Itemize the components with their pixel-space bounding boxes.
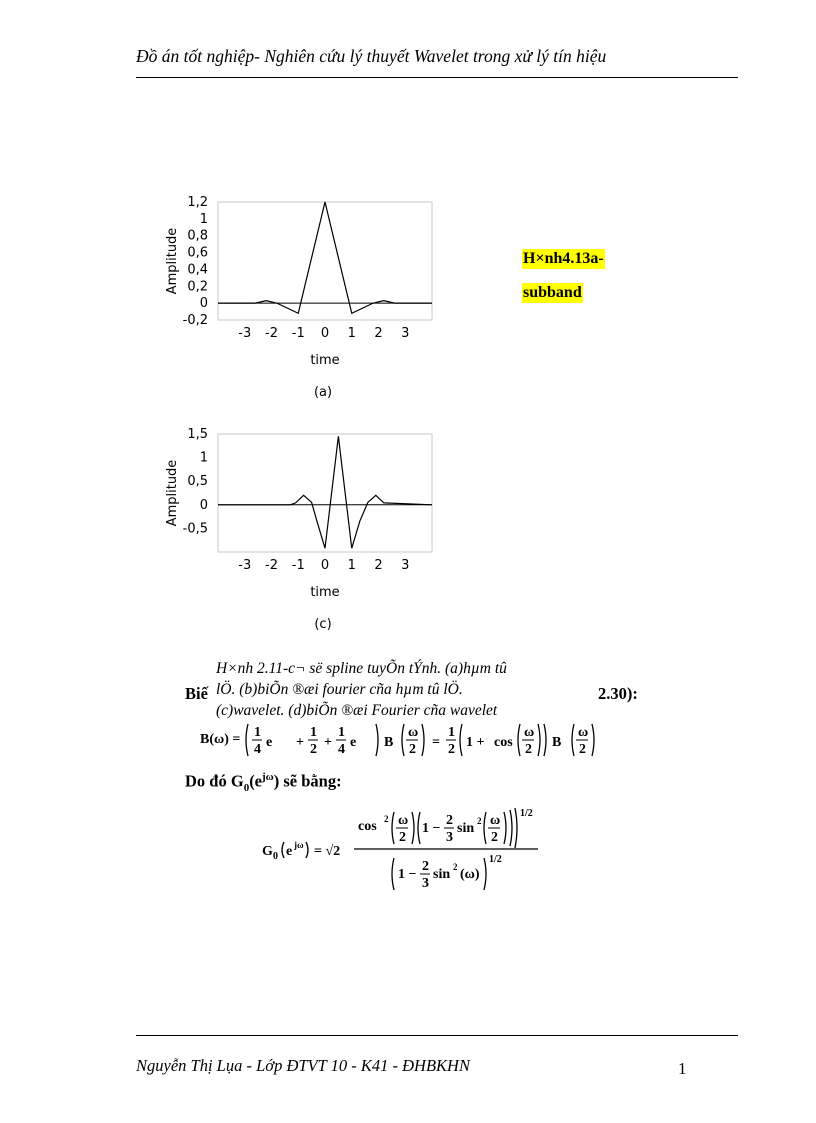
y-tick-label: 1: [199, 211, 208, 227]
y-tick-label: 0,5: [187, 474, 208, 490]
x-tick-label: -2: [265, 326, 278, 341]
plot-a-svg: [160, 190, 450, 408]
body-text-do-do: [185, 771, 342, 794]
y-tick-label: 1,2: [187, 195, 208, 210]
x-tick-label: 0: [320, 558, 330, 573]
body-partial-right: 2.30):: [598, 684, 638, 703]
figure-panel-a: [160, 190, 450, 413]
svg-text:e: e: [286, 844, 293, 859]
page-number: 1: [678, 1059, 687, 1078]
figure-caption: [216, 658, 596, 721]
x-axis-label: time: [310, 353, 340, 368]
x-tick-label: 0: [320, 326, 330, 341]
x-tick-label: 3: [401, 558, 410, 573]
svg-text:2: 2: [408, 742, 416, 757]
figure-panel-c: [160, 422, 450, 645]
svg-text:ω: ω: [577, 725, 589, 740]
svg-text:2: 2: [524, 742, 532, 757]
y-axis-label: Amplitude: [165, 459, 180, 527]
y-tick-label: 0,2: [187, 279, 208, 295]
svg-text:1/2: 1/2: [520, 808, 533, 819]
text-sup-jw: jω: [262, 771, 274, 783]
plot-c-svg: [160, 422, 450, 640]
y-tick-label: 1: [199, 450, 208, 466]
svg-text:=: =: [431, 735, 440, 750]
x-tick-label: -3: [238, 558, 252, 573]
svg-text:jω: jω: [294, 840, 304, 850]
x-tick-label: 2: [374, 326, 383, 341]
svg-text:+: +: [295, 735, 304, 750]
text-sub-0: 0: [243, 781, 250, 794]
y-tick-label: -0,2: [182, 313, 208, 328]
svg-text:2: 2: [446, 813, 453, 828]
svg-text:1: 1: [337, 725, 345, 740]
y-tick-label: 0: [199, 296, 208, 312]
svg-text:2: 2: [491, 830, 498, 845]
svg-text:1 −: 1 −: [422, 821, 441, 836]
svg-text:3: 3: [446, 830, 453, 845]
svg-text:1 +: 1 +: [465, 735, 485, 750]
text-tail: ) sẽ bằng:: [273, 771, 342, 791]
x-tick-label: -1: [291, 326, 305, 341]
svg-text:2: 2: [477, 816, 482, 826]
svg-text:2: 2: [453, 862, 458, 872]
x-tick-label: 1: [347, 558, 356, 573]
y-tick-label: 0,6: [187, 245, 208, 261]
footer-author: Nguyễn Thị Lụa - Lớp ĐTVT 10 - K41 - ĐHBKHN: [136, 1056, 470, 1075]
equation-line-1: [200, 722, 684, 758]
svg-text:e: e: [265, 735, 273, 750]
y-tick-label: 0,4: [187, 262, 208, 278]
svg-text:4: 4: [253, 742, 261, 757]
header-rule: [136, 77, 738, 78]
x-axis-label: time: [310, 585, 340, 600]
x-tick-label: 1: [347, 326, 356, 341]
plot-area: [218, 202, 432, 320]
svg-text:B: B: [551, 735, 562, 750]
svg-text:1: 1: [253, 725, 261, 740]
panel-label: (a): [313, 385, 333, 400]
svg-text:2: 2: [384, 814, 389, 824]
svg-text:= √2: = √2: [314, 844, 341, 859]
x-tick-label: 3: [401, 326, 410, 341]
svg-text:ω: ω: [398, 813, 409, 828]
figure-caption-line1: H×nh 2.11-c¬ së spline tuyÕn tÝnh. (a)hµm tû: [216, 660, 507, 677]
svg-text:2: 2: [447, 742, 455, 757]
svg-text:2: 2: [578, 742, 586, 757]
eq1-cos: cos: [493, 735, 513, 750]
x-tick-label: -1: [291, 558, 305, 573]
side-caption-line1: H×nh4.13a-: [523, 250, 604, 267]
y-tick-label: 1,5: [187, 427, 208, 442]
eq1-lhs: B(ω) =: [200, 732, 241, 748]
svg-text:1 −: 1 −: [398, 867, 417, 882]
svg-text:1/2: 1/2: [489, 854, 502, 865]
panel-label: (c): [314, 617, 332, 632]
y-tick-label: -0,5: [182, 521, 208, 537]
svg-text:ω: ω: [523, 725, 535, 740]
equation-g0: [262, 806, 552, 907]
svg-text:2: 2: [399, 830, 406, 845]
svg-text:2: 2: [422, 859, 429, 874]
eq-lhs: G: [262, 844, 273, 859]
svg-text:e: e: [349, 735, 357, 750]
plot-area: [218, 434, 432, 552]
svg-text:4: 4: [337, 742, 345, 757]
y-tick-label: 0,8: [187, 228, 208, 244]
svg-text:B: B: [383, 735, 394, 750]
eq1-svg: [244, 722, 684, 758]
svg-text:0: 0: [273, 851, 278, 862]
svg-text:3: 3: [422, 876, 429, 891]
figure-caption-line3: (c)wavelet. (d)biÕn ®æi Fourier cña wavelet: [216, 702, 498, 719]
text-do-do: Do đó G: [185, 771, 244, 791]
svg-text:ω: ω: [407, 725, 419, 740]
running-header: Đồ án tốt nghiệp- Nghiên cứu lý thuyết Wavelet trong xử lý tín hiệu: [136, 46, 607, 66]
equation-g0-svg: [262, 806, 552, 902]
svg-text:1: 1: [309, 725, 317, 740]
footer-rule: [136, 1035, 738, 1036]
text-paren: (e: [249, 771, 263, 791]
body-partial-left: Biế: [185, 684, 208, 703]
side-caption-line2: subband: [523, 284, 582, 301]
svg-text:sin: sin: [433, 867, 451, 882]
svg-text:sin: sin: [457, 821, 475, 836]
svg-text:1: 1: [447, 725, 455, 740]
y-tick-label: 0: [199, 497, 208, 513]
svg-text:cos: cos: [358, 819, 377, 834]
svg-text:+: +: [323, 735, 332, 750]
svg-text:(ω): (ω): [460, 867, 480, 882]
svg-text:2: 2: [309, 742, 317, 757]
figure-caption-line2: lÖ. (b)biÕn ®æi fourier cña hµm tû lÖ.: [216, 681, 463, 698]
svg-text:ω: ω: [490, 813, 501, 828]
x-tick-label: -2: [265, 558, 278, 573]
x-tick-label: -3: [238, 326, 252, 341]
x-tick-label: 2: [374, 558, 383, 573]
y-axis-label: Amplitude: [165, 227, 180, 295]
